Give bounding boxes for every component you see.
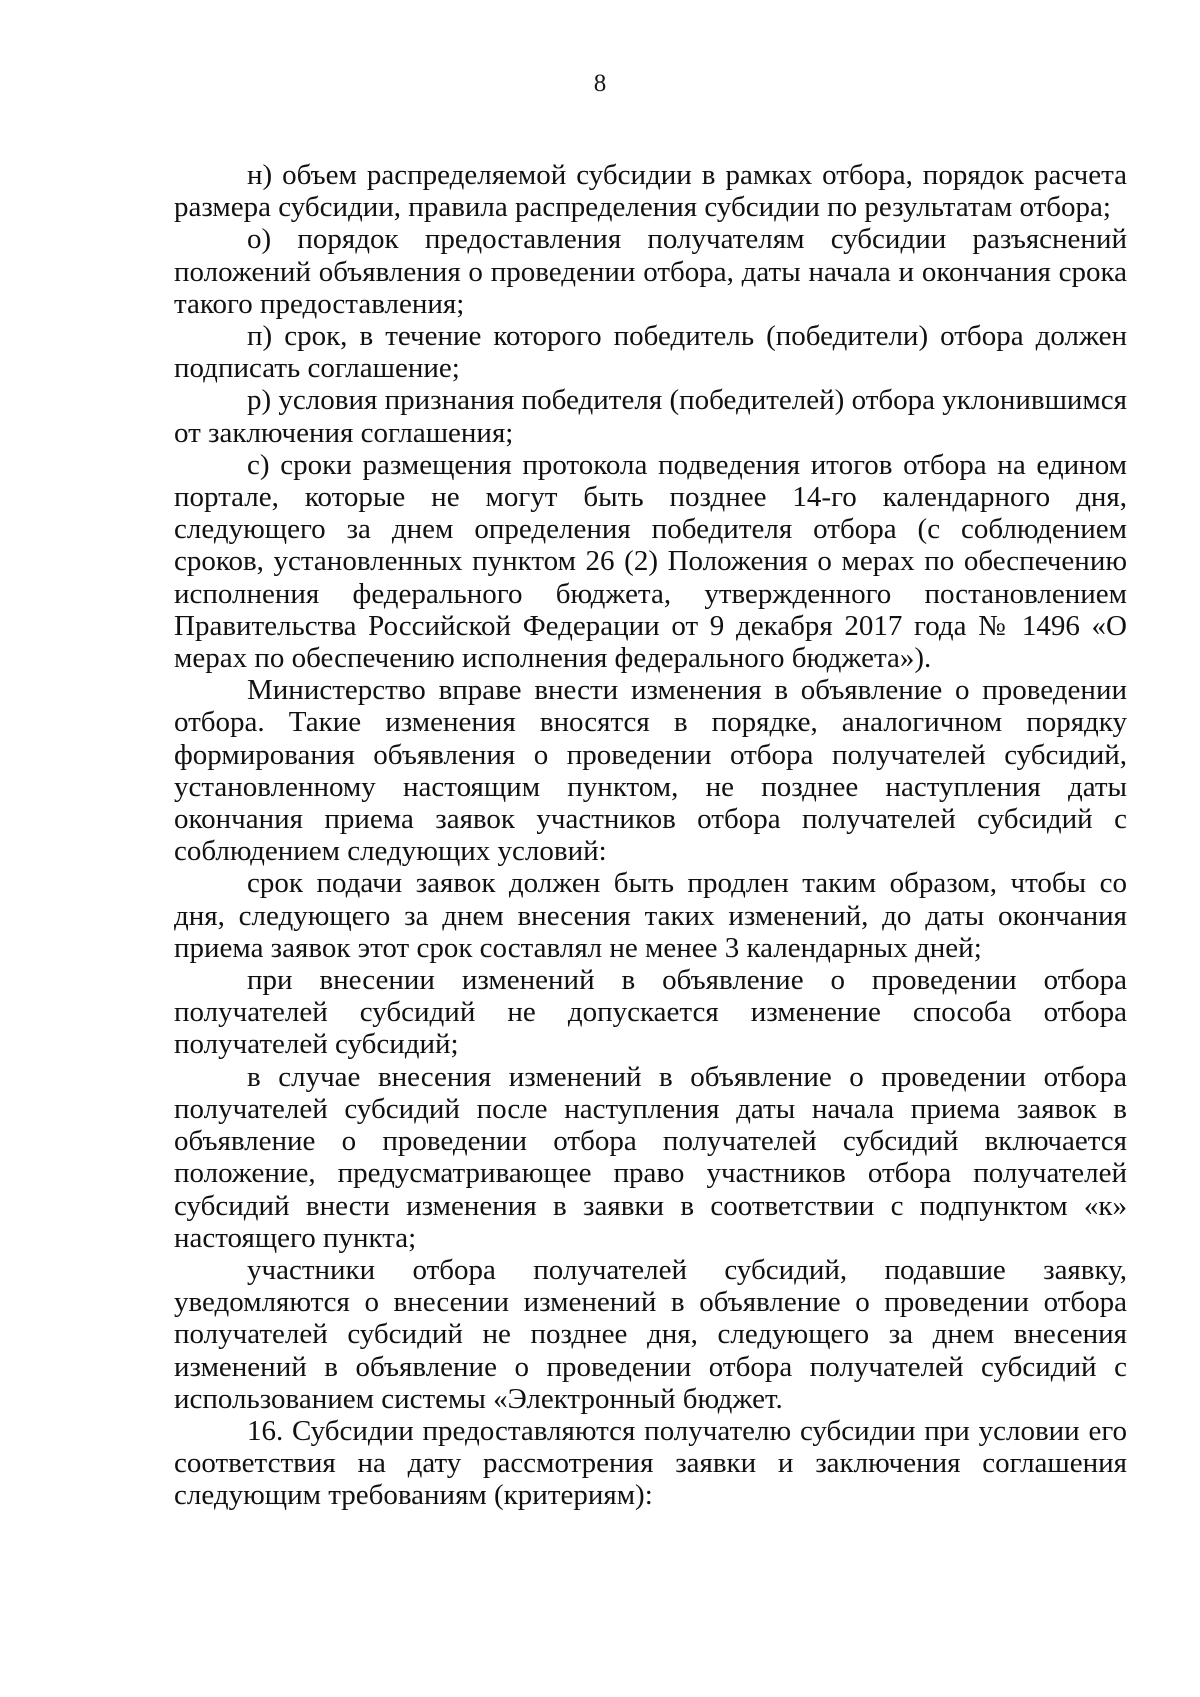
paragraph-n-subsidy-volume: н) объем распределяемой субсидии в рамках отбора, порядок расчета размера субсидии, правила распределения субсидии по результатам отбора;: [174, 159, 1127, 224]
paragraph-participants-notified: участники отбора получателей субсидий, подавшие заявку, уведомляются о внесении изменений в объявление о проведении отбора получателей субсидий не позднее дня, следующего за днем внесения изменений в объявление о проведении отбора получателей субсидий с использованием системы «Электронный бюджет.: [174, 1253, 1127, 1415]
page-number: 8: [593, 70, 607, 97]
paragraph-16-requirements: 16. Субсидии предоставляются получателю субсидии при условии его соответствия на дату рассмотрения заявки и заключения соглашения следующим требованиям (критериям):: [174, 1414, 1127, 1512]
paragraph-deadline-extension: срок подачи заявок должен быть продлен таким образом, чтобы со дня, следующего за днем внесения таких изменений, до даты окончания приема заявок этот срок составлял не менее 3 календарных дней;: [174, 867, 1127, 964]
paragraph-application-changes: в случае внесения изменений в объявление о проведении отбора получателей субсидий после наступления даты начала приема заявок в объявление о проведении отбора получателей субсидий включается положение, предусматривающее право участников отбора получателей субсидий внести изменения в заявки в соответствии с подпунктом «к» настоящего пункта;: [174, 1060, 1127, 1254]
paragraph-p-agreement-deadline: п) срок, в течение которого победитель (победители) отбора должен подписать соглашение;: [174, 320, 1127, 385]
paragraph-o-clarifications: о) порядок предоставления получателям субсидии разъяснений положений объявления о проведении отбора, даты начала и окончания срока такого предоставления;: [174, 223, 1127, 320]
paragraph-r-evasion-conditions: р) условия признания победителя (победителей) отбора уклонившимся от заключения соглашения;: [174, 384, 1127, 449]
paragraph-ministry-changes: Министерство вправе внести изменения в объявление о проведении отбора. Такие изменения вносятся в порядке, аналогичном порядку формирования объявления о проведении отбора получателей субсидий, установленному настоящим пунктом, не позднее наступления даты окончания приема заявок участников отбора получателей субсидий с соблюдением следующих условий:: [174, 674, 1127, 868]
paragraph-s-protocol-deadlines: с) сроки размещения протокола подведения итогов отбора на едином портале, которые не могут быть позднее 14-го календарного дня, следующего за днем определения победителя отбора (с соблюдением сроков, установленных пунктом 26 (2) Положения о мерах по обеспечению исполнения федерального бюджета, утвержденного постановлением Правительства Российской Федерации от 9 декабря 2017 года № 1496 «О мерах по обеспечению исполнения федерального бюджета»).: [174, 448, 1127, 675]
paragraph-method-unchanged: при внесении изменений в объявление о проведении отбора получателей субсидий не допускается изменение способа отбора получателей субсидий;: [174, 964, 1127, 1061]
document-body: [174, 159, 1127, 1512]
